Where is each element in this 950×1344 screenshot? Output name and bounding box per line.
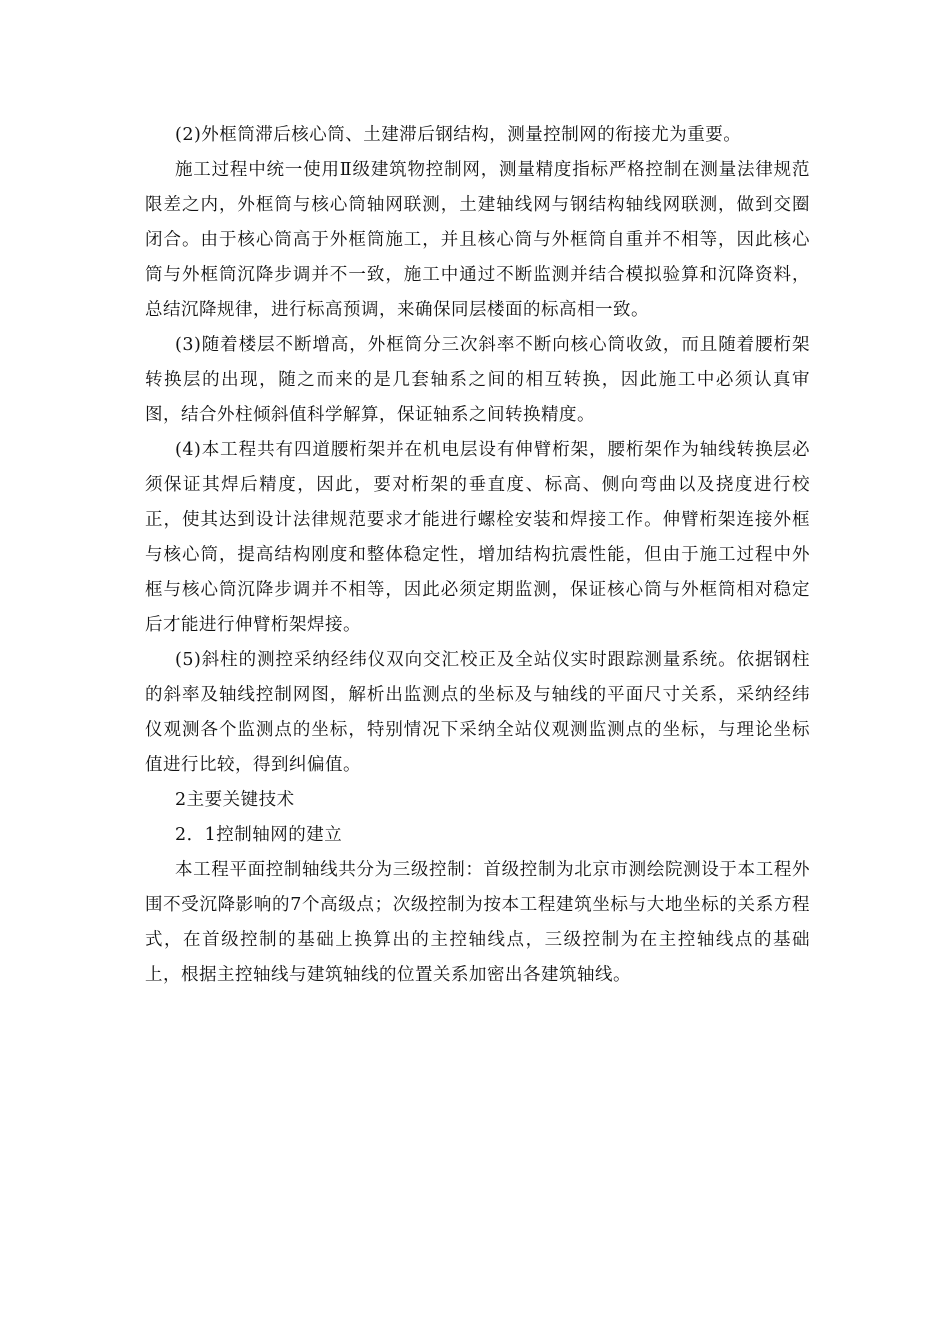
- paragraph-control-levels: 本工程平面控制轴线共分为三级控制：首级控制为北京市测绘院测设于本工程外围不受沉降影响的7个高级点；次级控制为按本工程建筑坐标与大地坐标的关系方程式，在首级控制的基础上换算出的主控轴线点，三级控制为在主控轴线点的基础上，根据主控轴线与建筑轴线的位置关系加密出各建筑轴线。: [145, 860, 810, 985]
- document-body: [145, 118, 810, 993]
- paragraph-2-item: (2)外框筒滞后核心筒、土建滞后钢结构，测量控制网的衔接尤为重要。: [175, 125, 742, 145]
- paragraph-3-item: (3)随着楼层不断增高，外框筒分三次斜率不断向核心筒收敛，而且随着腰桁架转换层的出现，随之而来的是几套轴系之间的相互转换，因此施工中必须认真审图，结合外柱倾斜值科学解算，保证轴系之间转换精度。: [145, 335, 810, 425]
- subsection-heading-control-grid: 2．1控制轴网的建立: [175, 825, 343, 845]
- paragraph-4-item: (4)本工程共有四道腰桁架并在机电层设有伸臂桁架，腰桁架作为轴线转换层必须保证其焊后精度，因此，要对桁架的垂直度、标高、侧向弯曲以及挠度进行校正，使其达到设计法律规范要求才能进行螺栓安装和焊接工作。伸臂桁架连接外框与核心筒，提高结构刚度和整体稳定性，增加结构抗震性能，但由于施工过程中外框与核心筒沉降步调并不相等，因此必须定期监测，保证核心筒与外框筒相对稳定后才能进行伸臂桁架焊接。: [145, 440, 810, 635]
- section-heading-key-technology: 2主要关键技术: [175, 790, 295, 810]
- paragraph-5-item: (5)斜柱的测控采纳经纬仪双向交汇校正及全站仪实时跟踪测量系统。依据钢柱的斜率及轴线控制网图，解析出监测点的坐标及与轴线的平面尺寸关系，采纳经纬仪观测各个监测点的坐标，特别情况下采纳全站仪观测监测点的坐标，与理论坐标值进行比较，得到纠偏值。: [145, 650, 810, 775]
- paragraph-control-network: 施工过程中统一使用Ⅱ级建筑物控制网，测量精度指标严格控制在测量法律规范限差之内，外框筒与核心筒轴网联测，土建轴线网与钢结构轴线网联测，做到交圈闭合。由于核心筒高于外框筒施工，并且核心筒与外框筒自重并不相等，因此核心筒与外框筒沉降步调并不一致，施工中通过不断监测并结合模拟验算和沉降资料，总结沉降规律，进行标高预调，来确保同层楼面的标高相一致。: [145, 160, 810, 320]
